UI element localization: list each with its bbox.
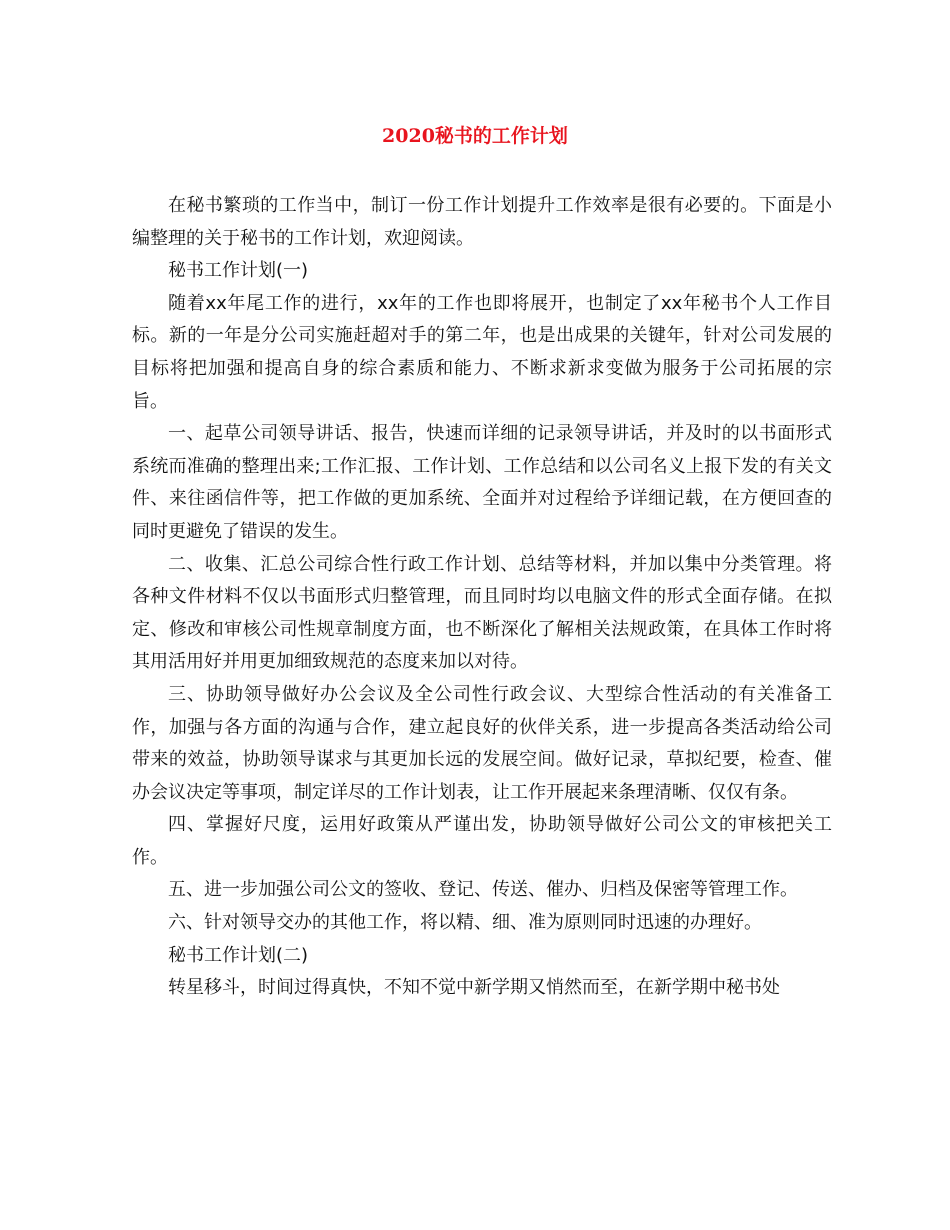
intro-paragraph: 在秘书繁琐的工作当中，制订一份工作计划提升工作效率是很有必要的。下面是小编整理的关于秘书的工作计划，欢迎阅读。 (132, 195, 832, 249)
body-paragraph: 随着xx年尾工作的进行，xx年的工作也即将展开，也制定了xx年秘书个人工作目标。新的一年是分公司实施赶超对手的第二年，也是出成果的关键年，针对公司发展的目标将把加强和提高自身的综合素质和能力、不断求新求变做为服务于公司拓展的宗旨。 (132, 292, 832, 412)
body-paragraph: 二、收集、汇总公司综合性行政工作计划、总结等材料，并加以集中分类管理。将各种文件材料不仅以书面形式归整管理，而且同时均以电脑文件的形式全面存储。在拟定、修改和审核公司性规章制度方面，也不断深化了解相关法规政策，在具体工作时将其用活用好并用更加细致规范的态度来加以对待。 (132, 553, 832, 673)
body-paragraph: 五、进一步加强公司公文的签收、登记、传送、催办、归档及保密等管理工作。 (168, 879, 798, 901)
document-body (132, 190, 832, 1005)
section-heading-1: 秘书工作计划(一) (168, 260, 309, 282)
body-paragraph: 三、协助领导做好办公会议及全公司性行政会议、大型综合性活动的有关准备工作，加强与各方面的沟通与合作，建立起良好的伙伴关系，进一步提高各类活动给公司带来的效益，协助领导谋求与其更加长远的发展空间。做好记录，草拟纪要，检查、催办会议决定等事项，制定详尽的工作计划表，让工作开展起来条理清晰、仅仅有条。 (132, 683, 832, 803)
body-paragraph: 一、起草公司领导讲话、报告，快速而详细的记录领导讲话，并及时的以书面形式系统而准确的整理出来;工作汇报、工作计划、工作总结和以公司名义上报下发的有关文件、来往函信件等，把工作做的更加系统、全面并对过程给予详细记载，在方便回查的同时更避免了错误的发生。 (132, 423, 832, 542)
body-paragraph: 六、针对领导交办的其他工作，将以精、细、准为原则同时迅速的办理好。 (168, 912, 762, 934)
body-paragraph: 四、掌握好尺度，运用好政策从严谨出发，协助领导做好公司公文的审核把关工作。 (132, 814, 832, 868)
section-heading-2: 秘书工作计划(二) (168, 944, 309, 966)
document-title: 2020秘书的工作计划 (382, 125, 568, 147)
body-paragraph: 转星移斗，时间过得真快，不知不觉中新学期又悄然而至，在新学期中秘书处 (168, 977, 780, 999)
